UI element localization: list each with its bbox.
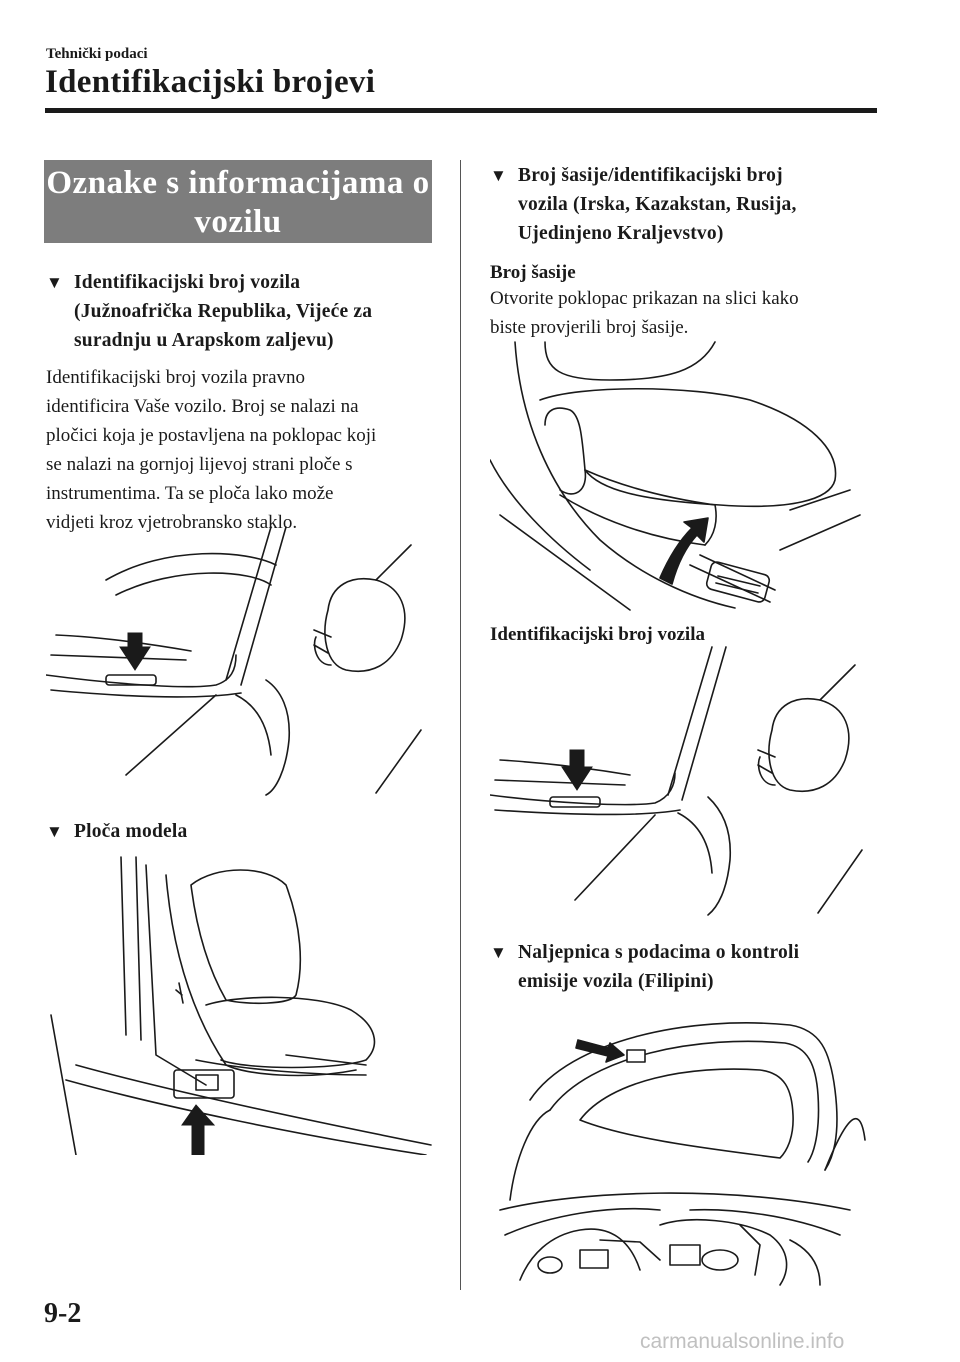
chassis-cover-illustration: [490, 340, 875, 615]
column-divider: [460, 160, 461, 1290]
topic-banner: [44, 160, 432, 243]
model-plate-heading: [46, 817, 446, 846]
dashboard-vin-illustration-right: [490, 645, 875, 920]
engine-bay-illustration: [490, 1010, 875, 1292]
chassis-label: Broj šasije: [490, 262, 576, 283]
heading-marker-icon: ▼: [490, 166, 508, 185]
vin-heading: [46, 268, 446, 355]
model-plate-illustration: [46, 855, 436, 1155]
chassis-heading-line-2: vozila (Irska, Kazakstan, Rusija,: [518, 194, 797, 215]
header-rule: [45, 108, 877, 113]
dashboard-vin-illustration: [46, 525, 436, 800]
vin-label: Identifikacijski broj vozila: [490, 624, 705, 645]
chassis-heading: [490, 161, 890, 248]
vin-heading-line-1: Identifikacijski broj vozila: [74, 272, 301, 293]
heading-marker-icon: ▼: [46, 273, 64, 292]
vin-body: [46, 363, 446, 537]
chassis-heading-line-3: Ujedinjeno Kraljevstvo): [518, 223, 724, 244]
chassis-body-line: biste provjerili broj šasije.: [490, 317, 689, 338]
vin-body-line: Identifikacijski broj vozila pravno: [46, 367, 306, 388]
banner-line-2: vozilu: [194, 204, 282, 240]
vin-heading-line-3: suradnju u Arapskom zaljevu): [74, 330, 334, 351]
vin-heading-line-2: (Južnoafrička Republika, Vijeće za: [74, 301, 373, 322]
heading-marker-icon: ▼: [46, 822, 64, 841]
model-plate-heading-line-1: Ploča modela: [74, 821, 188, 842]
section-title: Identifikacijski brojevi: [45, 64, 376, 100]
vin-body-line: identificira Vaše vozilo. Broj se nalazi na: [46, 396, 359, 417]
vin-body-line: vidjeti kroz vjetrobransko staklo.: [46, 512, 298, 533]
heading-marker-icon: ▼: [490, 943, 508, 962]
emission-heading-line-1: Naljepnica s podacima o kontroli: [518, 942, 800, 963]
chassis-body-line: Otvorite poklopac prikazan na slici kako: [490, 288, 799, 309]
emission-heading-line-2: emisije vozila (Filipini): [518, 971, 714, 992]
chassis-heading-line-1: Broj šasije/identifikacijski broj: [518, 165, 783, 186]
watermark: carmanualsonline.info: [640, 1330, 845, 1353]
vin-body-line: instrumentima. Ta se ploča lako može: [46, 483, 334, 504]
page-number: 9-2: [44, 1298, 82, 1329]
chassis-body: [490, 284, 890, 342]
banner-line-1: Oznake s informacijama o: [46, 165, 430, 201]
emission-heading: [490, 938, 890, 996]
vin-body-line: pločici koja je postavljena na poklopac koji: [46, 425, 377, 446]
chapter-label: Tehnički podaci: [46, 46, 148, 62]
vin-body-line: se nalazi na gornjoj lijevoj strani ploče s: [46, 454, 353, 475]
